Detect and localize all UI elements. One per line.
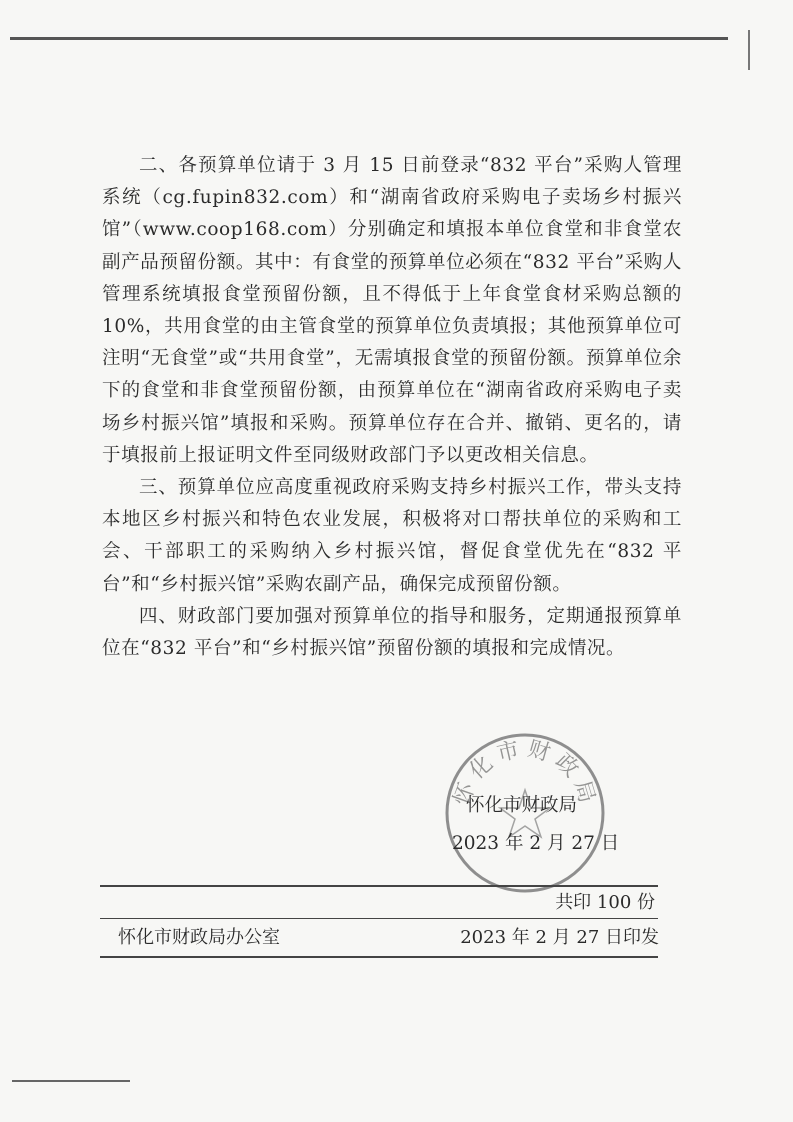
footer-rule-middle bbox=[100, 918, 658, 919]
scan-edge-bottom bbox=[12, 1080, 130, 1082]
print-copies: 共印 100 份 bbox=[555, 892, 655, 913]
signature-date: 2023 年 2 月 27 日 bbox=[452, 833, 620, 854]
paragraph-4: 四、财政部门要加强对预算单位的指导和服务，定期通报预算单位在“832 平台”和“乡村振兴馆”预留份额的填报和完成情况。 bbox=[102, 605, 682, 660]
footer-rule-top bbox=[100, 885, 658, 887]
scan-edge-top bbox=[10, 37, 728, 40]
paragraph-3: 三、预算单位应高度重视政府采购支持乡村振兴工作，带头支持本地区乡村振兴和特色农业发展，积极将对口帮扶单位的采购和工会、干部职工的采购纳入乡村振兴馆，督促食堂优先在“832 平台”和“乡村振兴馆”采购农副产品，确保完成预留份额。 bbox=[102, 477, 682, 595]
footer-rule-bottom bbox=[100, 956, 658, 958]
signature-block bbox=[452, 790, 682, 860]
scan-edge-right bbox=[748, 30, 750, 70]
paragraph-2: 二、各预算单位请于 3 月 15 日前登录“832 平台”采购人管理系统（cg.fupin832.com）和“湖南省政府采购电子卖场乡村振兴馆”（www.coop168.com）分别确定和填报本单位食堂和非食堂农副产品预留份额。其中：有食堂的预算单位必须在“832 平台”采购人管理系统填报食堂预留份额，且不得低于上年食堂食材采购总额的 10%，共用食堂的由主管食堂的预算单位负责填报；其他预算单位可注明“无食堂”或“共用食堂”，无需填报食堂的预留份额。预算单位余下的食堂和非食堂预留份额，由预算单位在“湖南省政府采购电子卖场乡村振兴馆”填报和采购。预算单位存在合并、撤销、更名的，请于填报前上报证明文件至同级财政部门予以更改相关信息。 bbox=[102, 155, 682, 466]
issue-date: 2023 年 2 月 27 日印发 bbox=[460, 927, 659, 948]
document-body bbox=[102, 150, 682, 665]
seal-text: 怀化市财政局 bbox=[449, 736, 601, 812]
signature-org: 怀化市财政局 bbox=[466, 795, 578, 816]
issuing-office: 怀化市财政局办公室 bbox=[118, 927, 280, 948]
